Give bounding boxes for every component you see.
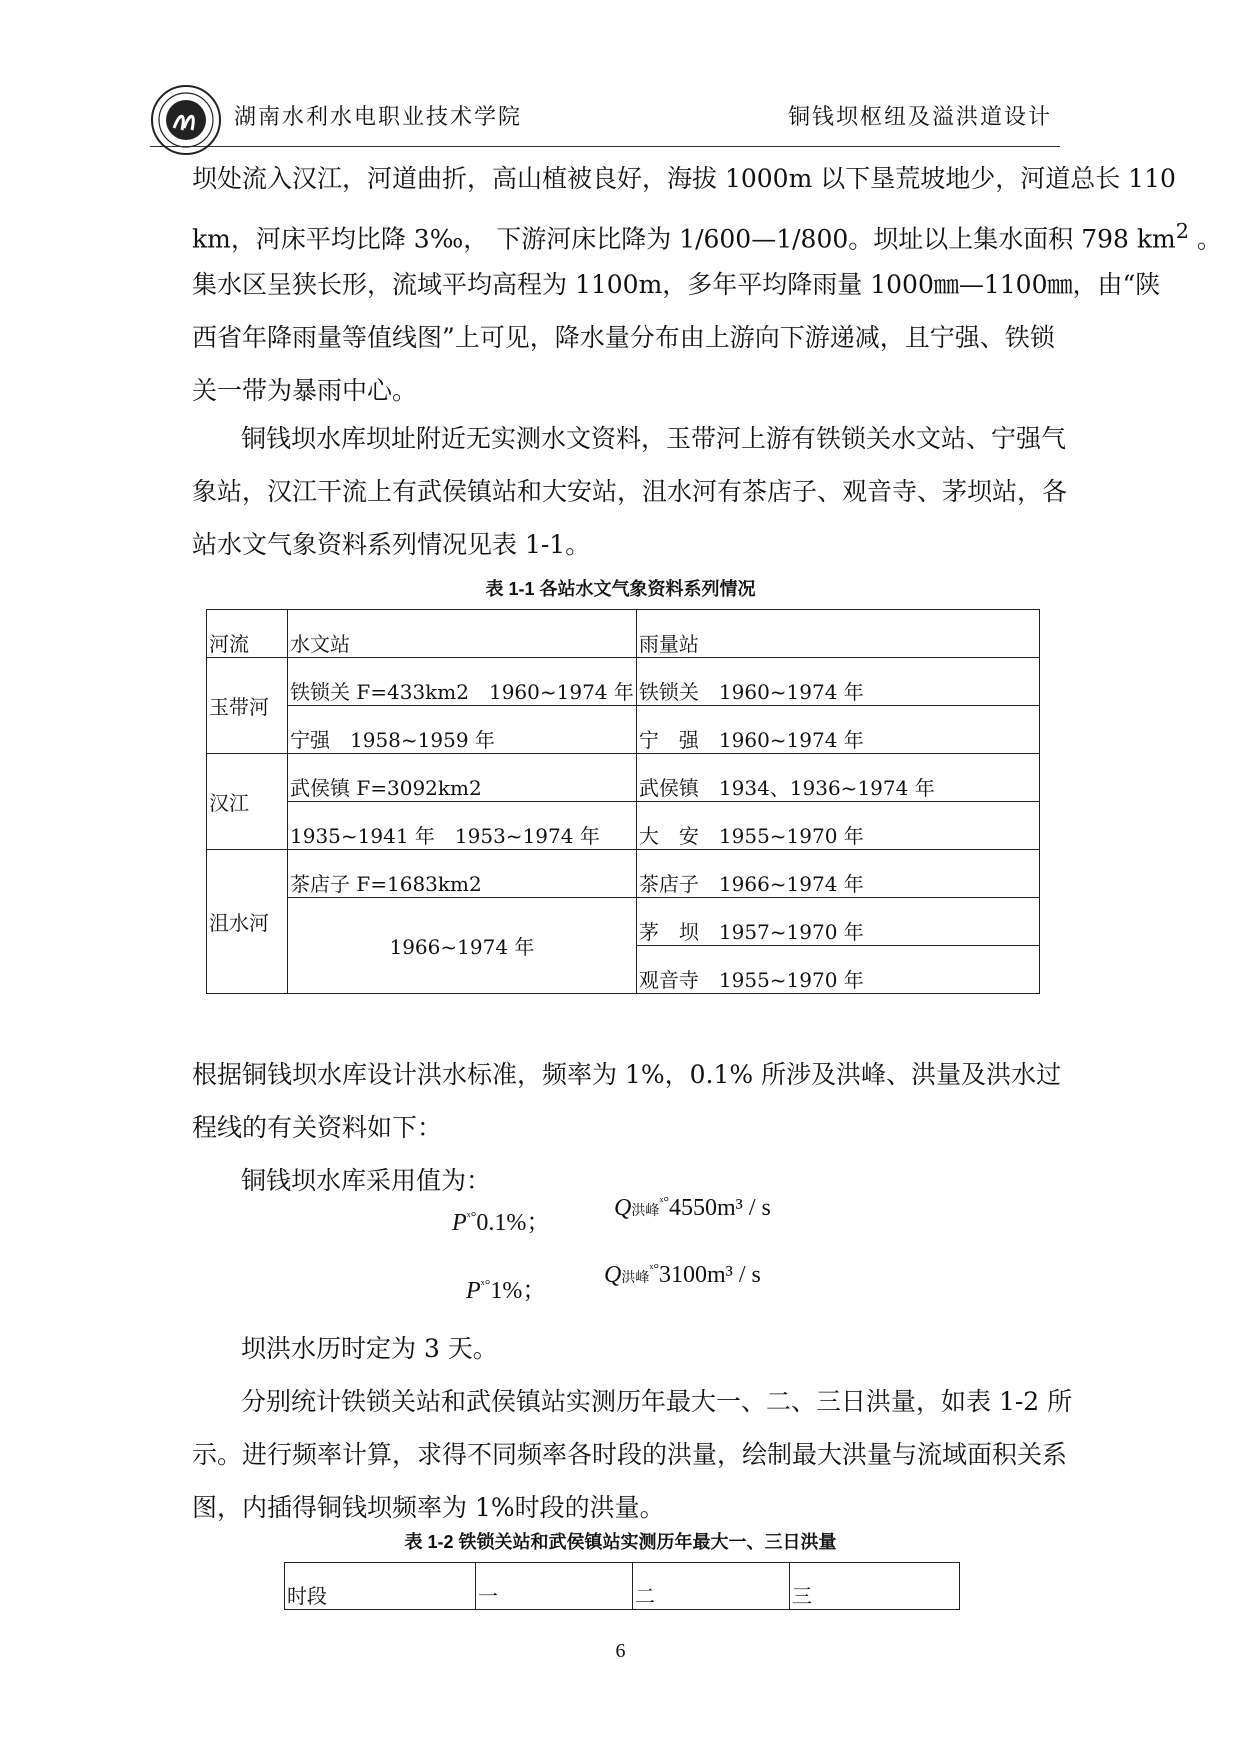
flood-line-4: 图，内插得铜钱坝频率为 1%时段的洪量。: [192, 1493, 665, 1522]
hydro-cell: 茶店子 F=1683km2: [288, 850, 637, 898]
flood-volume-table: [284, 1562, 960, 1610]
hydro-cell: 武侯镇 F=3092km2: [288, 754, 637, 802]
formula-q-symbol: Q: [604, 1262, 622, 1288]
page-header: [150, 70, 1060, 147]
table2-caption: 表 1-2 铁锁关站和武侯镇站实测历年最大一、三日洪量: [404, 1532, 837, 1552]
formula-eq-glyph: ˣ°: [659, 1195, 669, 1210]
intro-line-3: 集水区呈狭长形，流域平均高程为 1100m，多年平均降雨量 1000㎜—1100㎜，由“陕: [192, 270, 1161, 299]
rain-cell: 铁锁关 1960~1974 年: [636, 658, 1039, 706]
flood-paragraph: [192, 1322, 1073, 1534]
formula-q-subscript: 洪峰: [621, 1270, 650, 1286]
formula-separator: ；: [526, 1210, 551, 1236]
document-title: 铜钱坝枢纽及溢洪道设计: [787, 105, 1052, 130]
formula-separator: ；: [522, 1278, 547, 1304]
intro-line-1: 坝处流入汉江，河道曲折，高山植被良好，海拔 1000m 以下垦荒坡地少，河道总长 110: [192, 164, 1176, 193]
formula-q-symbol: Q: [614, 1195, 632, 1221]
stations-line-3: 站水文气象资料系列情况见表 1-1。: [192, 530, 591, 559]
intro-paragraph: [192, 152, 1222, 417]
rain-cell: 茅 坝 1957~1970 年: [636, 898, 1039, 946]
flood-line-3: 示。进行频率计算，求得不同频率各时段的洪量，绘制最大洪量与流域面积关系: [192, 1440, 1068, 1469]
table-row: [207, 898, 1040, 946]
hydro-cell: 铁锁关 F=433km2 1960~1974 年: [288, 658, 637, 706]
table-row: [207, 658, 1040, 706]
design-line-2: 程线的有关资料如下：: [192, 1113, 443, 1142]
area-end: 。: [1188, 224, 1222, 254]
slope-text: km，河床平均比降 3: [192, 224, 430, 254]
stations-line-2: 象站，汉江干流上有武侯镇站和大安站，沮水河有茶店子、观音寺、茅坝站，各: [192, 477, 1068, 506]
rain-cell: 宁 强 1960~1974 年: [636, 706, 1039, 754]
formula-q-01: [614, 1195, 771, 1222]
stations-line-1: 铜钱坝水库坝址附近无实测水文资料，玉带河上游有铁锁关水文站、宁强气: [241, 424, 1067, 453]
intro-line-2: [192, 205, 1222, 258]
design-line-1: 根据铜钱坝水库设计洪水标准，频率为 1%，0.1% 所涉及洪峰、洪量及洪水过: [192, 1060, 1062, 1089]
design-line-3: 铜钱坝水库采用值为：: [241, 1166, 492, 1195]
stations-table: [206, 609, 1040, 994]
header-day-2: 二: [633, 1563, 790, 1610]
formula-q-value: 3100m³ / s: [659, 1262, 761, 1288]
flood-line-2: 分别统计铁锁关站和武侯镇站实测历年最大一、二、三日洪量，如表 1-2 所: [241, 1387, 1073, 1416]
table-row: [207, 754, 1040, 802]
rain-cell: 茶店子 1966~1974 年: [636, 850, 1039, 898]
formula-q-value: 4550m³ / s: [669, 1195, 771, 1221]
river-yudai: 玉带河: [207, 658, 288, 754]
institution-name: 湖南水利水电职业技术学院: [234, 105, 523, 130]
formula-p-01: [452, 1202, 550, 1237]
formula-q-1: [604, 1262, 761, 1289]
table-row: [207, 850, 1040, 898]
formula-eq-glyph: ˣ°: [466, 1210, 477, 1225]
hydro-cell: 1966~1974 年: [288, 898, 637, 994]
page-number: 6: [615, 1640, 626, 1662]
table-row: [207, 706, 1040, 754]
header-hydro: 水文站: [288, 610, 637, 658]
intro-line-4: 西省年降雨量等值线图”上可见，降水量分布由上游向下游递减，且宁强、铁锁: [192, 323, 1055, 352]
header-day-1: 一: [476, 1563, 633, 1610]
permille-symbol: ‰: [429, 224, 464, 254]
table-row: [285, 1563, 960, 1610]
table-row: [207, 802, 1040, 850]
area-text: ， 下游河床比降为 1/600—1/800。坝址以上集水面积 798 km: [463, 224, 1176, 254]
school-logo-icon: [150, 84, 222, 156]
design-paragraph: [192, 1048, 1060, 1207]
formula-p-value: 1%: [490, 1278, 523, 1304]
header-day-3: 三: [790, 1563, 960, 1610]
formula-p-1: [466, 1270, 546, 1305]
flood-line-1: 坝洪水历时定为 3 天。: [241, 1334, 498, 1363]
formula-q-subscript: 洪峰: [631, 1203, 660, 1219]
area-exponent: 2: [1175, 219, 1189, 243]
hydro-cell: 宁强 1958~1959 年: [288, 706, 637, 754]
stations-paragraph: [192, 412, 1068, 571]
intro-line-5: 关一带为暴雨中心。: [192, 376, 418, 405]
formula-eq-glyph: ˣ°: [480, 1278, 491, 1293]
formula-p-value: 0.1%: [476, 1210, 527, 1236]
formula-p-symbol: P: [466, 1278, 481, 1304]
rain-cell: 武侯镇 1934、1936~1974 年: [636, 754, 1039, 802]
table1-caption: 表 1-1 各站水文气象资料系列情况: [485, 579, 756, 599]
table-row: [207, 610, 1040, 658]
header-rain: 雨量站: [636, 610, 1039, 658]
header-river: 河流: [207, 610, 288, 658]
header-period: 时段: [285, 1563, 476, 1610]
hydro-cell: 1935~1941 年 1953~1974 年: [288, 802, 637, 850]
formula-p-symbol: P: [452, 1210, 467, 1236]
river-jushui: 沮水河: [207, 850, 288, 994]
formula-eq-glyph: ˣ°: [649, 1262, 659, 1277]
rain-cell: 大 安 1955~1970 年: [636, 802, 1039, 850]
river-hanjiang: 汉江: [207, 754, 288, 850]
rain-cell: 观音寺 1955~1970 年: [636, 946, 1039, 994]
